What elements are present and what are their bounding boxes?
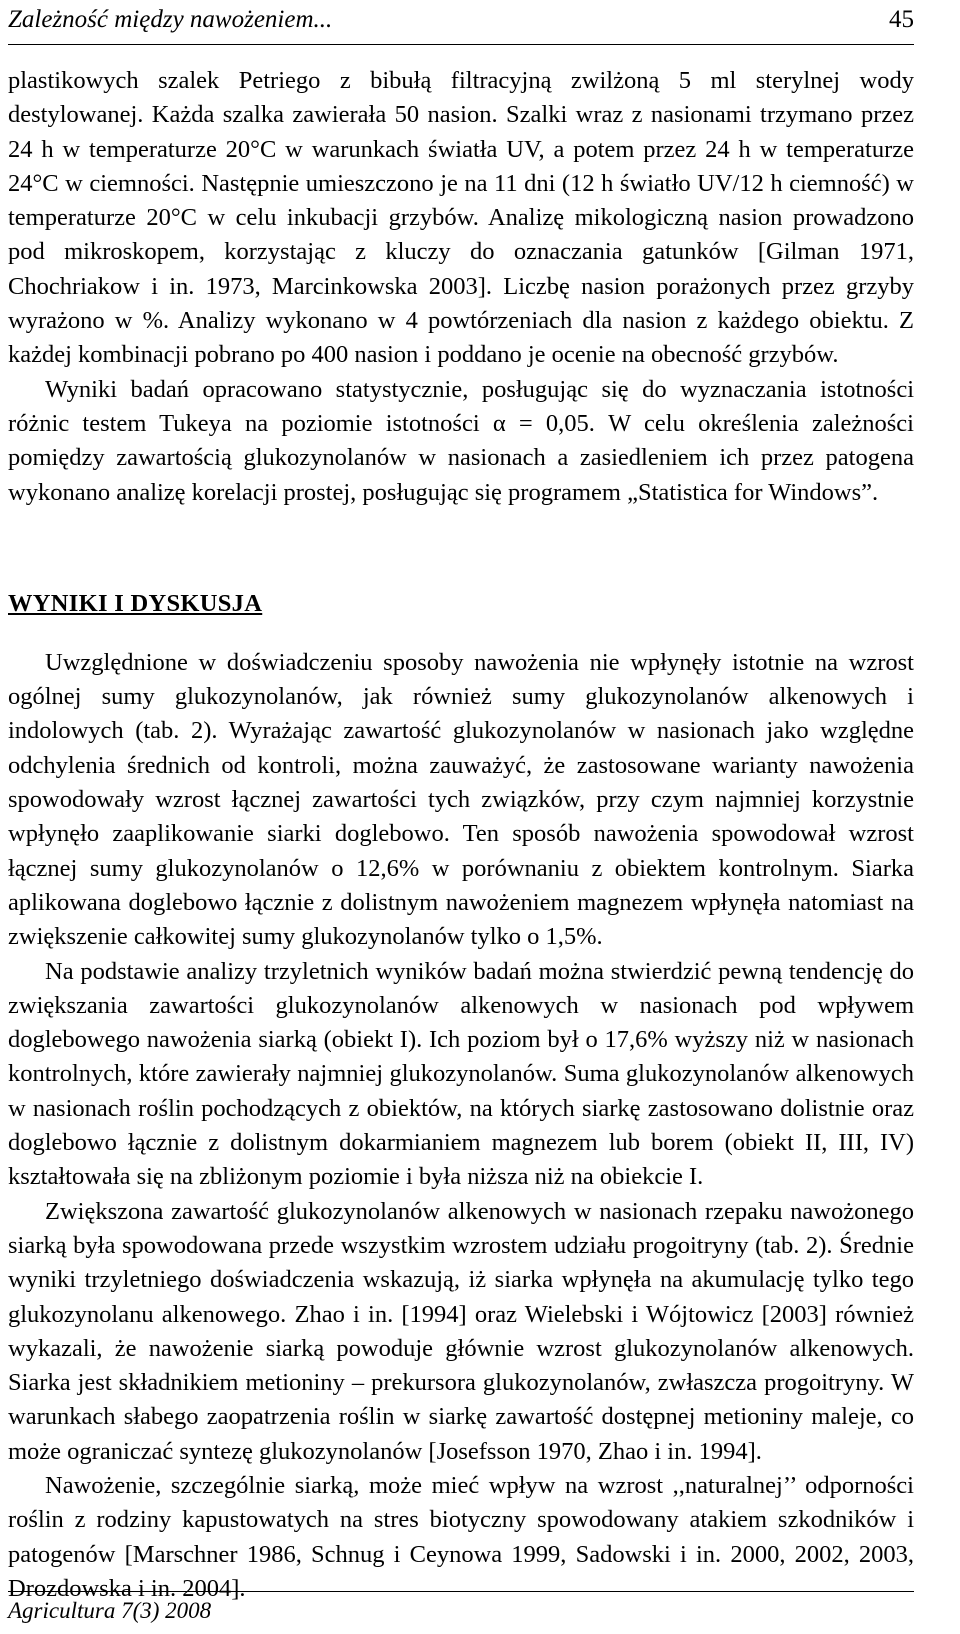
- header-rule: [8, 44, 914, 45]
- page-number: 45: [889, 6, 914, 33]
- paragraph-results-resistance: Nawożenie, szczególnie siarką, może mieć wpływ na wzrost ,,naturalnej’’ odporności roślin z rodziny kapustowatych na stres biotyczny spowodowany atakiem szkodników i patogenów [Marschner 1986, Schnug i Ceynowa 1999, Sadowski i in. 2000, 2002, 2003, Drozdowska i in. 2004].: [8, 1471, 914, 1602]
- paragraph-results-alkenyl-glucosinolates: Na podstawie analizy trzyletnich wyników badań można stwierdzić pewną tendencję do zwiększania zawartości glukozynolanów alkenowych w nasionach pod wpływem doglebowego nawożenia siarką (obiekt I). Ich poziom był o 17,6% wyższy niż w nasionach kontrolnych, które zawierały najmniej glukozynolanów. Suma glukozynolanów alkenowych w nasionach roślin pochodzących z obiektów, na których siarkę zastosowano dolistnie oraz doglebowo łącznie z dolistnym dokarmianiem magnezem lub borem (obiekt II, III, IV) kształtowała się na zbliżonym poziomie i była niższa niż na obiekcie I.: [8, 957, 914, 1191]
- running-title: Zależność między nawożeniem...: [8, 6, 333, 33]
- running-header: [8, 2, 914, 42]
- paragraph-results-total-glucosinolates: Uwzględnione w doświadczeniu sposoby nawożenia nie wpłynęły istotnie na wzrost ogólnej sumy glukozynolanów, jak również sumy glukozynolanów alkenowych i indolowych (tab. 2). Wyrażając zawartość glukozynolanów w nasionach jako względne odchylenia średnich od kontroli, można zauważyć, że zastosowane warianty nawożenia spowodowały wzrost łącznej zawartości tych związków, przy czym najmniej korzystnie wpłynęło zaaplikowanie siarki doglebowo. Ten sposób nawożenia spowodował wzrost łącznej sumy glukozynolanów o 12,6% w porównaniu z obiektem kontrolnym. Siarka aplikowana doglebowo łącznie z dolistnym nawożeniem magnezem wpłynęła natomiast na zwiększenie całkowitej sumy glukozynolanów tylko o 1,5%.: [8, 648, 914, 951]
- paragraph-methods-seed-incubation: plastikowych szalek Petriego z bibułą filtracyjną zwilżoną 5 ml sterylnej wody destylowanej. Każda szalka zawierała 50 nasion. Szalki wraz z nasionami trzymano przez 24 h w temperaturze 20°C w warunkach światła UV, a potem przez 24 h w temperaturze 24°C w ciemności. Następnie umieszczono je na 11 dni (12 h światło UV/12 h ciemność) w temperaturze 20°C w celu inkubacji grzybów. Analizę mikologiczną nasion prowadzono pod mikroskopem, korzystając z kluczy do oznaczania gatunków [Gilman 1971, Chochriakow i in. 1973, Marcinkowska 2003]. Liczbę nasion porażonych przez grzyby wyrażono w %. Analizy wykonano w 4 powtórzeniach dla nasion z każdego obiektu. Z każdej kombinacji pobrano po 400 nasion i poddano je ocenie na obecność grzybów.: [8, 67, 914, 369]
- paragraph-results-progoitrin: Zwiększona zawartość glukozynolanów alkenowych w nasionach rzepaku nawożonego siarką była spowodowana przede wszystkim wzrostem udziału progoitryny (tab. 2). Średnie wyniki trzyletniego doświadczenia wskazują, iż siarka wpłynęła na akumulację tylko tego glukozynolanu alkenowego. Zhao i in. [1994] oraz Wielebski i Wójtowicz [2003] również wykazali, że nawożenie siarką powoduje głównie wzrost glukozynolanów alkenowych. Siarka jest składnikiem metioniny – prekursora glukozynolanów, zwłaszcza progoitryny. W warunkach słabego zaopatrzenia roślin w siarkę zawartość dostępnej metioniny maleje, co może ograniczać syntezę glukozynolanów [Josefsson 1970, Zhao i in. 1994].: [8, 1197, 914, 1465]
- article-body: [8, 64, 914, 1606]
- paragraph-methods-statistics: Wyniki badań opracowano statystycznie, posługując się do wyznaczania istotności różnic testem Tukeya na poziomie istotności α = 0,05. W celu określenia zależności pomiędzy zawartością glukozynolanów w nasionach a zasiedleniem ich przez patogena wykonano analizę korelacji prostej, posługując się programem „Statistica for Windows”.: [8, 375, 914, 506]
- journal-footer: Agricultura 7(3) 2008: [8, 1598, 212, 1623]
- footer-rule: [8, 1591, 914, 1592]
- section-heading-results: WYNIKI I DYSKUSJA: [8, 589, 263, 617]
